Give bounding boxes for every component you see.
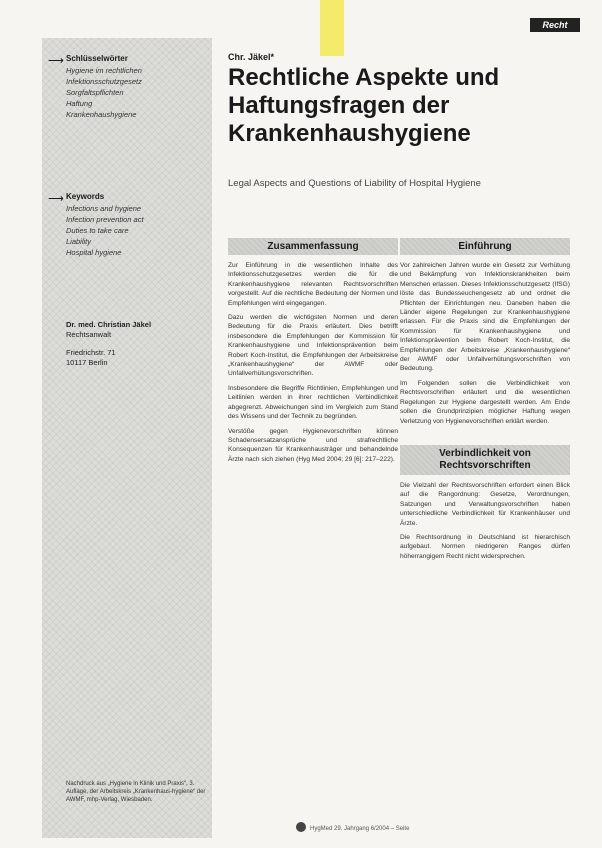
keyword-en-item: Liability <box>66 237 92 246</box>
keyword-en-item: Infection prevention act <box>66 215 144 224</box>
title-line: Rechtliche Aspekte und <box>228 64 500 91</box>
intro-heading: Einführung <box>400 238 570 255</box>
keyword-en-item: Infections and hygiene <box>66 204 142 213</box>
arrow-right-icon: ⟶ <box>48 193 64 205</box>
keyword-de-item: Krankenhaushygiene <box>66 110 137 119</box>
section-tag: Recht <box>530 18 580 32</box>
article-author: Chr. Jäkel* <box>228 52 275 62</box>
author-address <box>66 320 206 368</box>
summary-paragraph: Zur Einführung in die wesentlichen Inhalte des Infektionsschutzgesetzes werden die für die Krankenhaushygiene relevanten Rechtsvorschriften vorgestellt. Auf die rechtliche Bedeutung der Normen und Empfehlungen wird eingegangen. <box>228 262 398 307</box>
intro-paragraph: Vor zahlreichen Jahren wurde ein Gesetz zur Verhütung und Bekämpfung von Infektionskrankheiten beim Menschen erlassen. Dieses Infektionsschutzgesetz (IfSG) löste das Bundesseuchengesetz ab und ordnet die Pflichten der Einrichtungen neu. Daneben haben die Länder eigene Regelungen zur Krankenhaushygiene erlassen. Für die Praxis sind die Empfehlungen der Kommission für Krankenhaushygiene und Infektionsprävention beim Robert Koch-Institut, die Empfehlungen der Arbeitskreise „Krankenhaushygiene“ der AWMF oder Unfallverhütungsvorschriften von Bedeutung. <box>400 262 570 373</box>
yellow-marker-tab <box>320 0 344 56</box>
author-name: Dr. med. Christian Jäkel <box>66 320 152 329</box>
keywords-de-block <box>66 54 206 120</box>
keyword-en-item: Hospital hygiene <box>66 248 122 257</box>
keyword-de-item: Haftung <box>66 99 93 108</box>
sidebar <box>42 38 212 838</box>
keywords-en-title: Keywords <box>66 192 105 201</box>
summary-column <box>228 238 398 469</box>
summary-paragraph: Dazu werden die wichtigsten Normen und deren Bedeutung für die Praxis erläutert. Dies betrifft insbesondere die Empfehlungen der Kommission für Krankenhaushygiene und Infektionsprävention beim Robert Koch-Institut, die Empfehlungen der Arbeitskreise „Krankenhaushygiene“ der AWMF oder Unfallverhütungsvorschriften. <box>228 314 398 378</box>
summary-heading: Zusammenfassung <box>228 238 398 255</box>
author-title: Rechtsanwalt <box>66 330 112 339</box>
title-line: Haftungsfragen der <box>228 92 450 119</box>
article-title <box>228 64 568 148</box>
intro-paragraph: Im Folgenden sollen die Verbindlichkeit von Rechtsvorschriften erläutert und die wesentlichen Regelungen zur Hygiene dargestellt werden. Am Ende sollen die Grundprinzipien möglicher Haftung wegen Verletzung von Hygienevorschriften erklärt werden. <box>400 379 570 425</box>
title-line: Krankenhaushygiene <box>228 120 471 147</box>
keyword-de-item: Hygiene im rechtlichen <box>66 66 142 75</box>
keyword-de-item: Infektionsschutzgesetz <box>66 77 142 86</box>
binding-heading-line: Verbindlichkeit von <box>439 447 531 459</box>
page-footer: HygMed 29. Jahrgang 6/2004 – Seite <box>310 826 410 832</box>
keyword-de-item: Sorgfaltspflichten <box>66 88 124 97</box>
keywords-de-title: Schlüsselwörter <box>66 54 128 63</box>
keyword-en-item: Duties to take care <box>66 226 129 235</box>
binding-heading <box>400 445 570 475</box>
summary-paragraph: Insbesondere die Begriffe Richtlinien, Empfehlungen und Leitlinien werden in ihrer rechtlichen Verbindlichkeit abgegrenzt. Abweichungen sind im Vergleich zum Stand des Wissens und der Technik zu begründen. <box>228 384 398 421</box>
summary-paragraph: Verstöße gegen Hygienevorschriften können Schadensersatzansprüche und strafrechtliche Konsequenzen für Krankenhausträger und behandelnde Ärzte nach sich ziehen (Hyg Med 2004; 29 [6]: 217–222). <box>228 427 398 463</box>
article-subtitle: Legal Aspects and Questions of Liability of Hospital Hygiene <box>228 178 481 189</box>
binding-paragraph: Die Rechtsordnung in Deutschland ist hierarchisch aufgebaut. Normen niedrigeren Ranges dürfen höherrangigem Recht nicht widersprechen. <box>400 533 570 560</box>
arrow-right-icon: ⟶ <box>48 55 64 67</box>
reprint-note: Nachdruck aus „Hygiene in Klinik und Praxis“, 3. Auflage, der Arbeitskreis „Krankenhaus-hygiene“ der AWMF, mhp-Verlag, Wiesbaden. <box>66 781 206 803</box>
publisher-logo-icon <box>296 822 306 832</box>
intro-column <box>400 238 570 566</box>
binding-heading-line: Rechtsvorschriften <box>439 459 531 471</box>
binding-paragraph: Die Vielzahl der Rechtsvorschriften erfordert einen Blick auf die Rangordnung: Gesetze, Verordnungen, Satzungen und Verwaltungsvorschriften haben unterschiedliche Verbindlichkeit für Krankenhäuser und Ärzte. <box>400 481 570 527</box>
author-city: 10117 Berlin <box>66 358 108 367</box>
keywords-en-block <box>66 192 206 258</box>
author-street: Friedrichstr. 71 <box>66 348 116 357</box>
